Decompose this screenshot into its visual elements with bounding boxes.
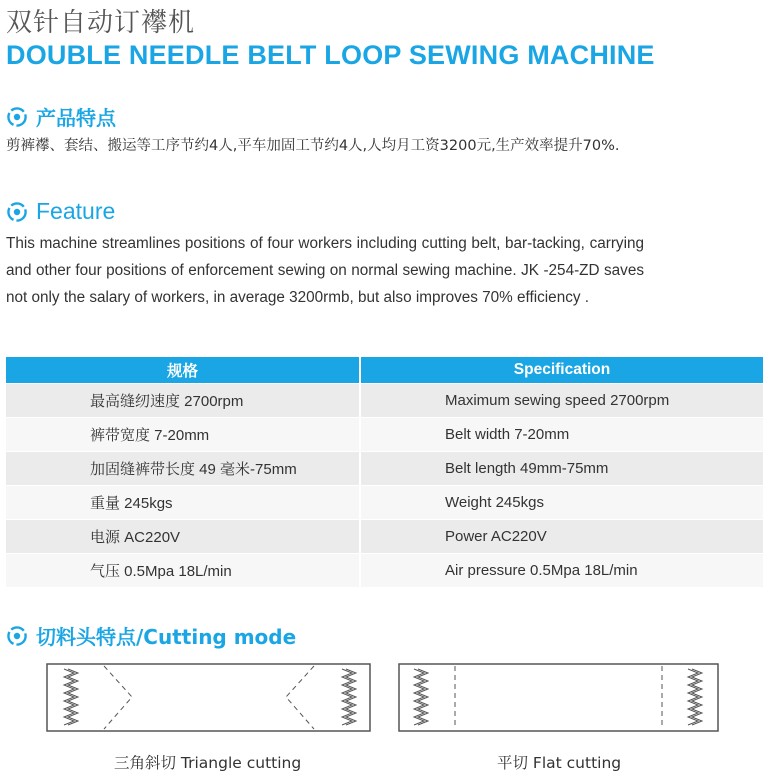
feature-text: This machine streamlines positions of four workers including cutting belt, bar-tacking, carrying and other four positions of enforcement sewing on normal sewing machine. JK -254-ZD saves not only the salary of workers, in average 3200rmb, but also improves 70% efficiency . — [6, 235, 644, 306]
spec-cell-cn: 加固缝裤带长度 49 毫米-75mm — [6, 451, 360, 485]
spec-cell-en: Belt length 49mm-75mm — [360, 451, 763, 485]
table-row — [6, 485, 763, 519]
spec-cell-en: Air pressure 0.5Mpa 18L/min — [360, 553, 763, 587]
section-header-product-features — [6, 102, 116, 131]
section-title-cutting-mode: 切料头特点/Cutting mode — [36, 625, 297, 649]
spec-cell-cn: 重量 245kgs — [6, 485, 360, 519]
target-circle-icon — [6, 625, 28, 647]
spec-cell-cn: 最高缝纫速度 2700rpm — [6, 383, 360, 417]
flat-cutting-caption: 平切 Flat cutting — [497, 754, 622, 772]
section-title-feature: Feature — [36, 198, 116, 224]
spec-cell-en: Weight 245kgs — [360, 485, 763, 519]
spec-header-en: Specification — [360, 357, 763, 383]
flat-cutting-diagram — [398, 663, 720, 733]
spec-table — [6, 357, 763, 587]
table-row — [6, 519, 763, 553]
spec-cell-cn: 气压 0.5Mpa 18L/min — [6, 553, 360, 587]
product-features-text: 剪裤襻、套结、搬运等工序节约4人,平车加固工节约4人,人均月工资3200元,生产效率提升70%. — [6, 138, 620, 154]
spec-cell-en: Power AC220V — [360, 519, 763, 553]
spec-table-header — [6, 357, 763, 383]
target-circle-icon — [6, 106, 28, 128]
page-title-en: DOUBLE NEEDLE BELT LOOP SEWING MACHINE — [6, 40, 655, 70]
section-title-product-features: 产品特点 — [36, 106, 116, 130]
target-circle-icon — [6, 201, 28, 223]
spec-cell-en: Belt width 7-20mm — [360, 417, 763, 451]
table-row — [6, 383, 763, 417]
triangle-cutting-diagram — [46, 663, 372, 733]
table-row — [6, 451, 763, 485]
table-row — [6, 553, 763, 587]
spec-cell-cn: 电源 AC220V — [6, 519, 360, 553]
section-header-feature — [6, 198, 115, 225]
page-title-cn: 双针自动订襻机 — [6, 8, 196, 38]
spec-header-cn: 规格 — [6, 357, 360, 383]
triangle-cutting-caption: 三角斜切 Triangle cutting — [114, 754, 302, 772]
table-row — [6, 417, 763, 451]
spec-cell-cn: 裤带宽度 7-20mm — [6, 417, 360, 451]
section-header-cutting-mode — [6, 621, 296, 650]
spec-cell-en: Maximum sewing speed 2700rpm — [360, 383, 763, 417]
